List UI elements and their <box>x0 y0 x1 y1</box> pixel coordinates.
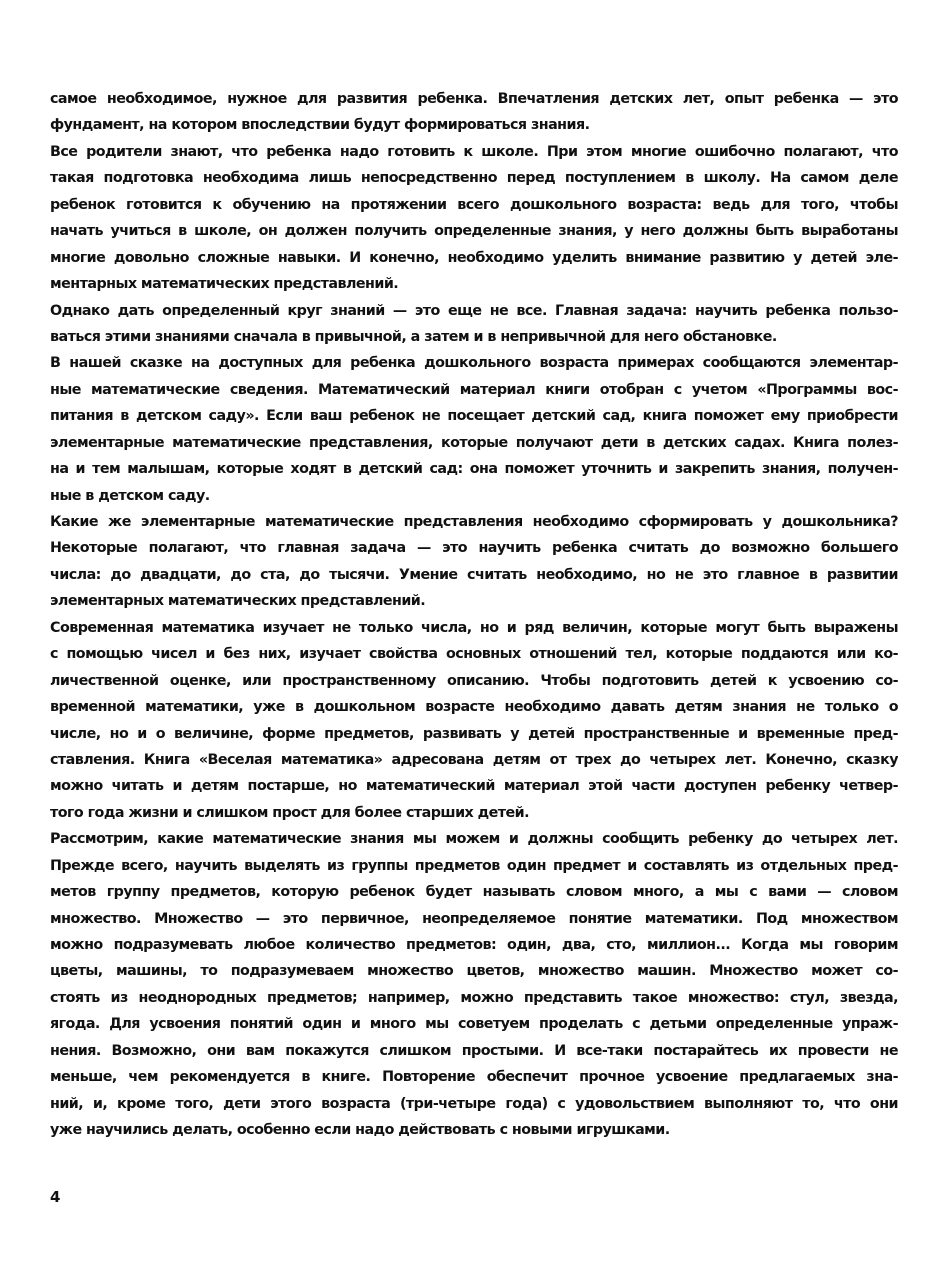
text-line-35: стоять из неоднородных предметов; например, можно представить такое множество: стул, звезда, <box>50 989 898 1006</box>
text-line-15: на и тем малышам, которые ходят в детский сад: она поможет уточнить и закрепить знания, получен- <box>50 461 898 478</box>
text-line-18: Некоторые полагают, что главная задача — это научить ребенка считать до возможно большего <box>50 540 898 557</box>
text-line-14: элементарные математические представления, которые получают дети в детских садах. Книга полез- <box>50 434 898 451</box>
text-line-2: фундамент, на котором впоследствии будут формироваться знания. <box>50 117 590 134</box>
text-line-17: Какие же элементарные математические представления необходимо сформировать у дошкольника? <box>50 514 898 530</box>
text-line-13: питания в детском саду». Если ваш ребенок не посещает детский сад, книга поможет ему приобрести <box>50 408 898 425</box>
text-line-31: метов группу предметов, которую ребенок будет называть словом много, а мы с вами — словом <box>50 884 898 901</box>
page-number: 4 <box>50 1188 61 1206</box>
text-line-12: ные математические сведения. Математический материал книги отобран с учетом «Программы вос- <box>50 381 898 398</box>
text-line-9: Однако дать определенный круг знаний — это еще не все. Главная задача: научить ребенка пользо- <box>50 302 898 319</box>
text-line-5: ребенок готовится к обучению на протяжении всего дошкольного возраста: ведь для того, чтобы <box>50 196 898 213</box>
text-line-21: Современная математика изучает не только числа, но и ряд величин, которые могут быть выражены <box>50 619 898 636</box>
text-line-24: временной математики, уже в дошкольном возрасте необходимо давать детям знания не только о <box>50 699 898 716</box>
text-line-8: ментарных математических представлений. <box>50 276 399 293</box>
text-line-23: личественной оценке, или пространственному описанию. Чтобы подготовить детей к усвоению со- <box>50 672 898 689</box>
text-line-32: множество. Множество — это первичное, неопределяемое понятие математики. Под множеством <box>50 910 898 927</box>
text-line-4: такая подготовка необходима лишь непосредственно перед поступлением в школу. На самом деле <box>50 170 898 187</box>
text-line-10: ваться этими знаниями сначала в привычной, а затем и в непривычной для него обстановке. <box>50 328 777 345</box>
text-line-16: ные в детском саду. <box>50 487 210 504</box>
text-line-29: Рассмотрим, какие математические знания мы можем и должны сообщить ребенку до четырех лет. <box>50 831 898 848</box>
text-line-28: того года жизни и слишком прост для более старших детей. <box>50 804 530 821</box>
body-text <box>50 86 898 1144</box>
text-line-37: нения. Возможно, они вам покажутся слишком простыми. И все-таки постарайтесь их провести не <box>50 1042 898 1059</box>
text-line-25: числе, но и о величине, форме предметов, развивать у детей пространственные и временные пред- <box>50 725 898 742</box>
text-line-30: Прежде всего, научить выделять из группы предметов один предмет и составлять из отдельных пред- <box>50 857 898 874</box>
text-line-11: В нашей сказке на доступных для ребенка дошкольного возраста примерах сообщаются элементар- <box>50 355 898 372</box>
text-line-22: с помощью чисел и без них, изучает свойства основных отношений тел, которые поддаются или ко- <box>50 646 898 663</box>
text-line-26: ставления. Книга «Веселая математика» адресована детям от трех до четырех лет. Конечно, сказку <box>50 751 898 768</box>
text-line-40: уже научились делать, особенно если надо действовать с новыми игрушками. <box>50 1122 670 1139</box>
text-line-39: ний, и, кроме того, дети этого возраста (три-четыре года) с удовольствием выполняют то, что они <box>50 1095 898 1112</box>
text-line-20: элементарных математических представлений. <box>50 593 426 610</box>
text-line-34: цветы, машины, то подразумеваем множество цветов, множество машин. Множество может со- <box>50 963 898 980</box>
text-line-19: числа: до двадцати, до ста, до тысячи. Умение считать необходимо, но не это главное в развитии <box>50 566 898 583</box>
text-line-27: можно читать и детям постарше, но математический материал этой части доступен ребенку четвер- <box>50 778 898 795</box>
text-line-3: Все родители знают, что ребенка надо готовить к школе. При этом многие ошибочно полагают, что <box>50 143 898 160</box>
text-line-7: многие довольно сложные навыки. И конечно, необходимо уделить внимание развитию у детей эле- <box>50 249 898 266</box>
text-line-1: самое необходимое, нужное для развития ребенка. Впечатления детских лет, опыт ребенка — это <box>50 91 898 107</box>
text-line-36: ягода. Для усвоения понятий один и много мы советуем проделать с детьми определенные упраж- <box>50 1016 898 1033</box>
text-line-38: меньше, чем рекомендуется в книге. Повторение обеспечит прочное усвоение предлагаемых зна- <box>50 1069 898 1086</box>
text-line-33: можно подразумевать любое количество предметов: один, два, сто, миллион... Когда мы говорим <box>50 937 898 953</box>
text-line-6: начать учиться в школе, он должен получить определенные знания, у него должны быть выработаны <box>50 223 898 240</box>
